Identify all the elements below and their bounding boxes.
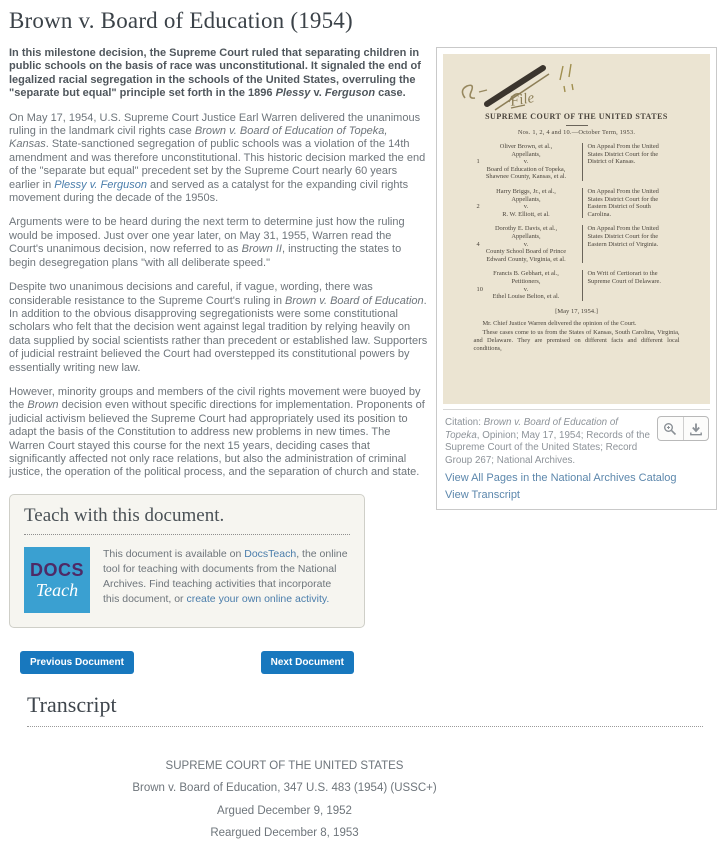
next-document-button[interactable]: Next Document — [261, 651, 354, 674]
scan-term-line: Nos. 1, 2, 4 and 10.—October Term, 1953. — [517, 129, 636, 136]
teach-box-text: This document is available on DocsTeach, the online tool for teaching with documents from the National Archives. Find teaching activities that incorporate this document, or create your own online activity. — [103, 547, 348, 605]
transcript-body — [27, 755, 542, 845]
paragraph-4: Despite two unanimous decisions and careful, if vague, wording, there was considerable resistance to the Supreme Court's ruling in Brown v. Board of Education. In addition to the obvious disapproving segregationists were some constitutional scholars who felt that the decision went against legal tradition by relying heavily on data supplied by social scientists rather than precedent or established law. Supporters of judicial restraint believed the Court had overstepped its constitutional powers by essentially writing new law. — [9, 281, 428, 374]
article — [9, 47, 717, 674]
page-title: Brown v. Board of Education (1954) — [9, 8, 353, 33]
view-transcript-link[interactable]: View Transcript — [445, 489, 520, 502]
transcript-line: SUPREME COURT OF THE UNITED STATES — [165, 759, 404, 772]
image-toolbar — [657, 416, 709, 441]
scan-case-2: Harry Briggs, Jr., et al., Appellants, 2 v. R. W. Elliott, et al. On Appeal From the United States District Court for the Eastern District of South Carolina. — [476, 188, 678, 218]
teach-with-document-box — [9, 494, 365, 628]
inline-link[interactable]: create your own online activity. — [186, 592, 330, 605]
scan-case-4: Francis B. Gebhart, et al., Petitioners, 10 v. Ethel Louise Belton, et al. On Writ of Certiorari to the Supreme Court of Delaware. — [476, 270, 678, 300]
transcript-section — [27, 692, 703, 845]
scan-rule — [566, 125, 588, 126]
inline-link[interactable]: Plessy v. Ferguson — [54, 178, 147, 191]
download-icon[interactable] — [683, 417, 709, 440]
pencil-scribble-icon — [451, 58, 601, 120]
citation-text: Citation: Brown v. Board of Education of Topeka, Opinion; May 17, 1954; Records of the Supreme Court of the United States; Record Group 267; National Archives. — [445, 417, 650, 466]
scan-opinion — [474, 320, 680, 353]
svg-text:File: File — [508, 89, 536, 110]
intro-paragraph: In this milestone decision, the Supreme Court ruled that separating children in public schools on the basis of race was unconstitutional. It signaled the end of legalized racial segregation in the schools of the United States, overruling the "separate but equal" principle set forth in the 1896 Plessy v. Ferguson case. — [9, 47, 421, 100]
previous-document-button[interactable]: Previous Document — [20, 651, 134, 674]
docsteach-logo[interactable]: DOCS Teach — [24, 547, 90, 613]
scan-case-1: Oliver Brown, et al., Appellants, 1 v. Board of Education of Topeka, Shawnee County, Kansas, et al. On Appeal From the United States District Court for the District of Kansas. — [476, 143, 678, 181]
scan-case-3: Dorothy E. Davis, et al., Appellants, 4 v. County School Board of Prince Edward County, Virginia, et al. On Appeal From the United States District Court for the Eastern District of Virginia. — [476, 225, 678, 263]
scan-date-line: [May 17, 1954.] — [555, 307, 598, 315]
scan-opinion-p2: These cases come to us from the States of Kansas, South Carolina, Virginia, and Delaware. They are premised on different facts and different local conditions, — [473, 329, 680, 353]
scan-opinion-p1: Mr. Chief Justice Warren delivered the opinion of the Court. — [482, 319, 637, 327]
inline-link[interactable]: DocsTeach — [244, 547, 297, 560]
transcript-line: Reargued December 8, 1953 — [210, 827, 359, 840]
citation-area — [443, 409, 710, 503]
document-panel — [436, 47, 717, 510]
document-scan-image[interactable] — [443, 54, 710, 404]
paragraph-2: On May 17, 1954, U.S. Supreme Court Justice Earl Warren delivered the unanimous ruling in the landmark civil rights case Brown v. Board of Education of Topeka, Kansas. State-sanctioned segregation of public schools was a violation of the 14th amendment and was therefore unconstitutional. This historic decision marked the end of the "separate but equal" precedent set by the Supreme Court nearly 60 years earlier in Plessy v. Ferguson and served as a catalyst for the expanding civil rights movement during the decade of the 1950s. — [9, 111, 426, 205]
transcript-line: Argued December 9, 1952 — [217, 804, 352, 817]
zoom-icon[interactable] — [658, 417, 683, 440]
view-all-pages-link[interactable]: View All Pages in the National Archives Catalog — [445, 472, 677, 485]
teach-box-heading: Teach with this document. — [24, 505, 350, 535]
scan-case-list — [476, 143, 678, 301]
paragraph-5: However, minority groups and members of the civil rights movement were buoyed by the Brown decision even without specific directions for implementation. Proponents of judicial activism believed the Supreme Court had appropriately used its position to adapt the basis of the Constitution to address new problems in new times. The Warren Court stayed this course for the next 15 years, deciding cases that significantly affected not only race relations, but also the administration of criminal justice, the operation of the political process, and the separation of church and state. — [9, 385, 425, 479]
document-nav — [20, 651, 354, 674]
transcript-line: Brown v. Board of Education, 347 U.S. 483 (1954) (USSC+) — [132, 782, 437, 795]
transcript-heading: Transcript — [27, 692, 703, 727]
paragraph-3: Arguments were to be heard during the next term to determine just how the ruling would be imposed. Just over one year later, on May 31, 1955, Warren read the Court's unanimous decision, now referred to as Brown II, instructing the states to begin desegregation plans "with all deliberate speed." — [9, 216, 405, 269]
scan-heading: SUPREME COURT OF THE UNITED STATES — [485, 112, 668, 121]
